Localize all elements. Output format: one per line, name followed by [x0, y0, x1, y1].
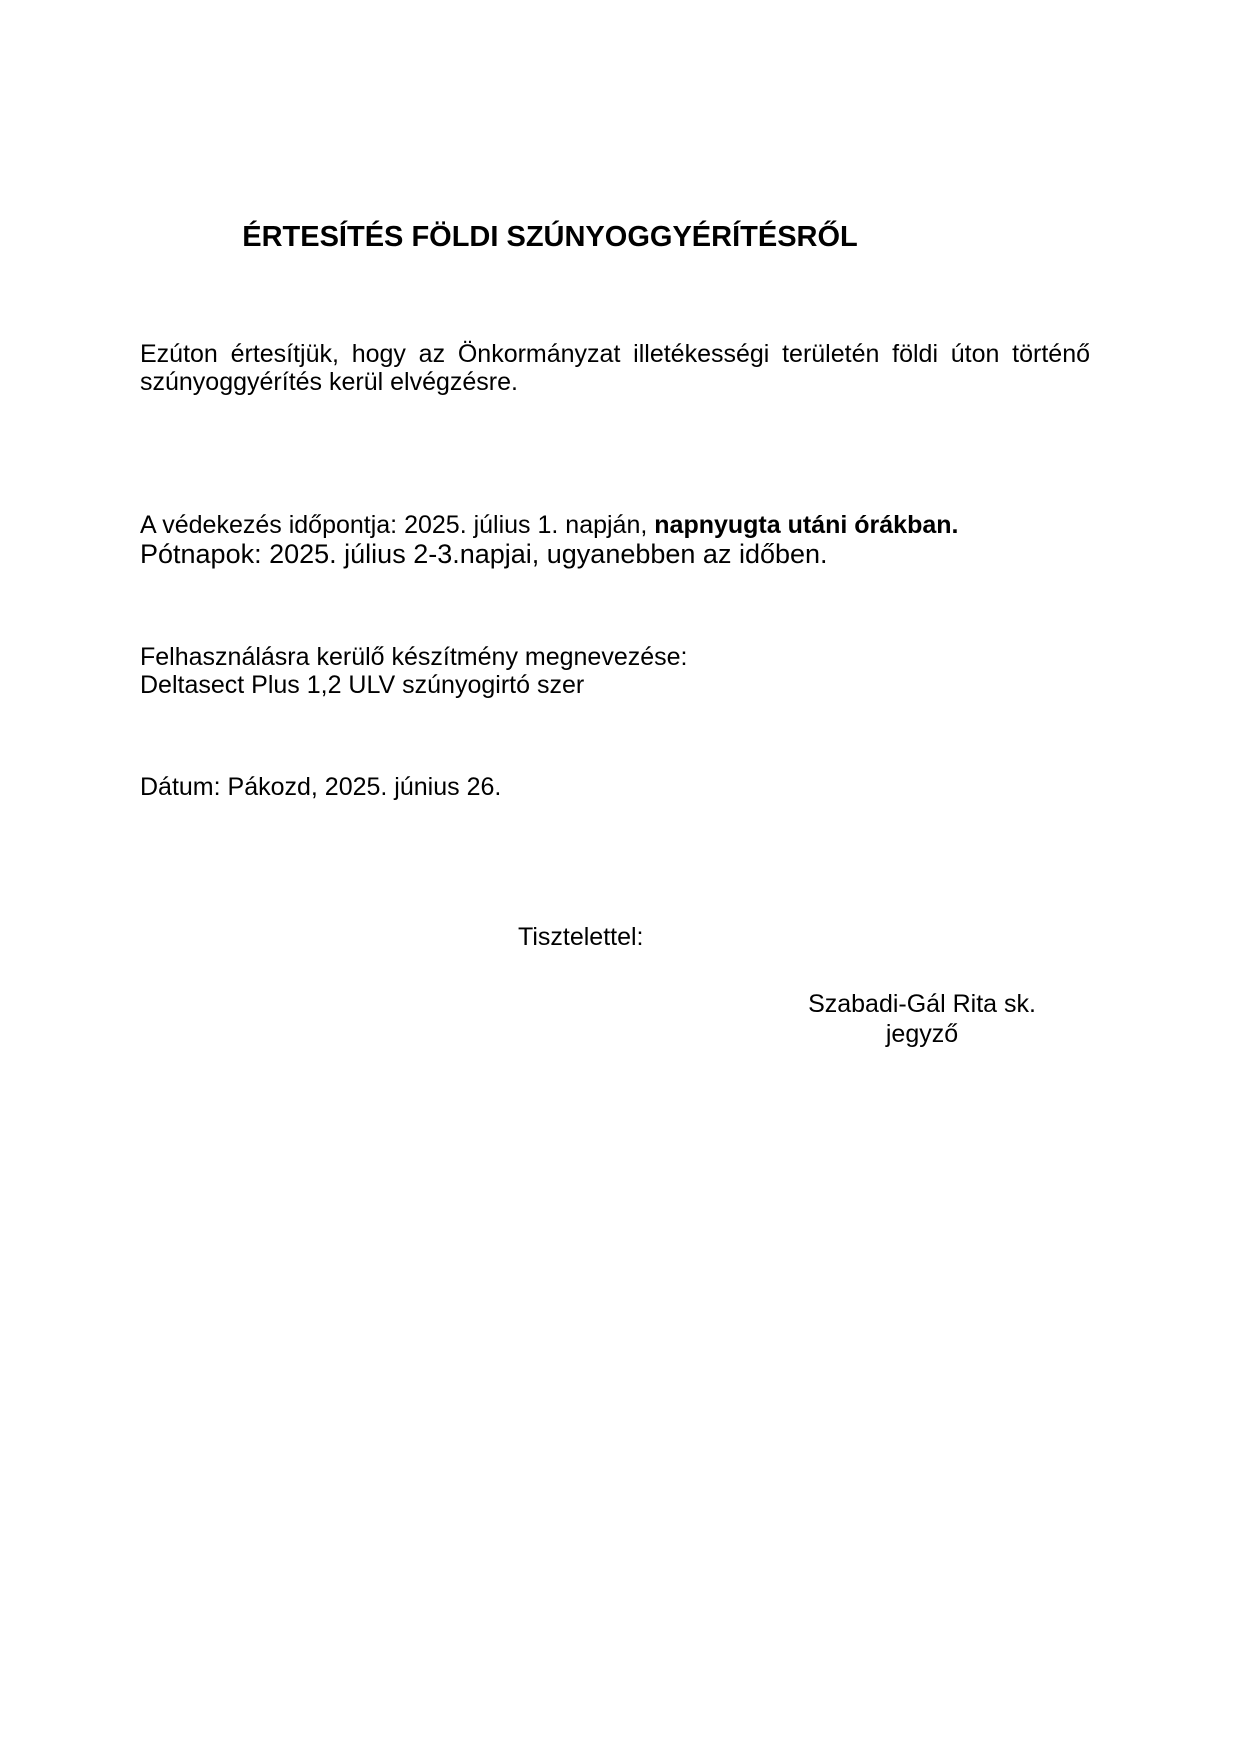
- signature-block: [772, 989, 1072, 1049]
- date-line: Dátum: Pákozd, 2025. június 26.: [140, 773, 502, 801]
- backup-days-line: Pótnapok: 2025. július 2-3.napjai, ugyanebben az időben.: [140, 539, 828, 569]
- signer-name: Szabadi-Gál Rita sk.: [808, 990, 1036, 1018]
- schedule-line: [140, 511, 1090, 539]
- product-name: Deltasect Plus 1,2 ULV szúnyogirtó szer: [140, 671, 585, 699]
- signer-role: jegyző: [885, 1020, 959, 1048]
- schedule-time-text: A védekezés időpontja: 2025. július 1. napján,: [140, 511, 655, 539]
- schedule-block: [140, 511, 1090, 569]
- closing-salutation: Tisztelettel:: [518, 923, 644, 951]
- page-title: ÉRTESÍTÉS FÖLDI SZÚNYOGGYÉRÍTÉSRŐL: [242, 221, 858, 253]
- schedule-time-emphasis: napnyugta utáni órákban.: [654, 511, 959, 539]
- intro-paragraph: Ezúton értesítjük, hogy az Önkormányzat illetékességi területén földi úton történő szúnyoggyérítés kerül elvégzésre.: [140, 340, 1090, 396]
- notice-content: [140, 220, 1090, 1049]
- product-label: Felhasználásra kerülő készítmény megnevezése:: [140, 643, 688, 671]
- product-block: [140, 643, 1090, 699]
